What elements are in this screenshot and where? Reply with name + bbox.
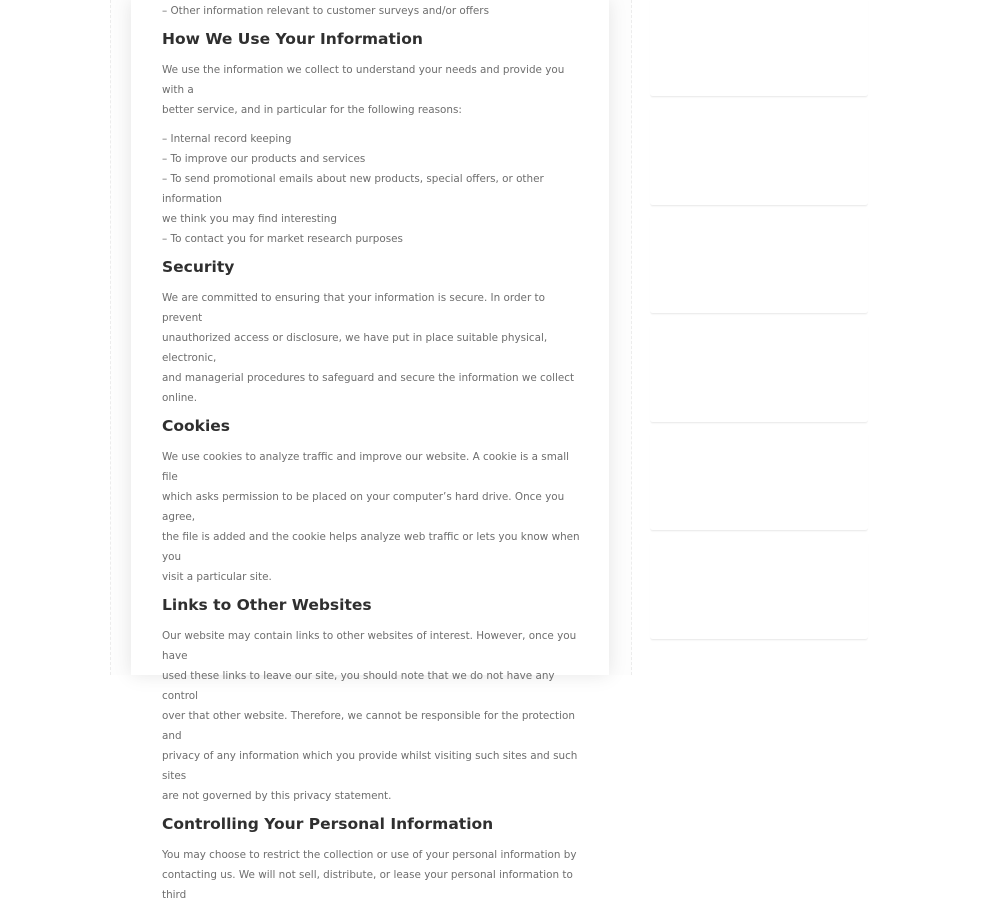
paragraph-line: You may choose to restrict the collection or use of your personal information by — [162, 849, 577, 861]
sidebar-widget — [650, 217, 868, 314]
paragraph-line: contacting us. We will not sell, distribute, or lease your personal information to third — [162, 869, 573, 901]
list-item: – To contact you for market research purposes — [162, 233, 403, 245]
list-item: – To improve our products and services — [162, 153, 366, 165]
paragraph-line: visit a particular site. — [162, 571, 272, 583]
paragraph-line: better service, and in particular for the following reasons: — [162, 104, 462, 116]
sidebar — [650, 0, 868, 675]
paragraph-line: and managerial procedures to safeguard and secure the information we collect — [162, 372, 575, 384]
list-item: – To send promotional emails about new products, special offers, or other information — [162, 173, 544, 205]
section-heading-links: Links to Other Websites — [162, 596, 372, 614]
paragraph-line: over that other website. Therefore, we cannot be responsible for the protection and — [162, 710, 575, 742]
paragraph-line: We are committed to ensuring that your information is secure. In order to prevent — [162, 292, 545, 324]
sidebar-widget — [650, 0, 868, 97]
section-heading-controlling: Controlling Your Personal Information — [162, 815, 494, 833]
sidebar-widget — [650, 326, 868, 423]
privacy-policy-article — [162, 0, 582, 905]
paragraph-line: We use cookies to analyze traffic and improve our website. A cookie is a small file — [162, 451, 569, 483]
paragraph-line: privacy of any information which you provide whilst visiting such sites and such sites — [162, 750, 578, 782]
paragraph-line: online. — [162, 392, 197, 404]
paragraph-line: used these links to leave our site, you should note that we do not have any control — [162, 670, 555, 702]
section-heading-how-we-use: How We Use Your Information — [162, 30, 423, 48]
paragraph-line: which asks permission to be placed on your computer’s hard drive. Once you agree, — [162, 491, 565, 523]
paragraph-line: Our website may contain links to other websites of interest. However, once you have — [162, 630, 577, 662]
section-heading-cookies: Cookies — [162, 417, 231, 435]
sidebar-widget — [650, 109, 868, 206]
paragraph-line: unauthorized access or disclosure, we have put in place suitable physical, electronic, — [162, 332, 548, 364]
sidebar-widget — [650, 434, 868, 531]
paragraph-line: We use the information we collect to understand your needs and provide you with a — [162, 64, 565, 96]
sidebar-widget — [650, 543, 868, 640]
intro-list-item: – Other information relevant to customer surveys and/or offers — [162, 5, 489, 17]
paragraph-line: the file is added and the cookie helps analyze web traffic or lets you know when you — [162, 531, 580, 563]
section-heading-security: Security — [162, 258, 235, 276]
paragraph-line: are not governed by this privacy statement. — [162, 790, 392, 802]
list-item: – Internal record keeping — [162, 133, 292, 145]
list-item: we think you may find interesting — [162, 213, 337, 225]
